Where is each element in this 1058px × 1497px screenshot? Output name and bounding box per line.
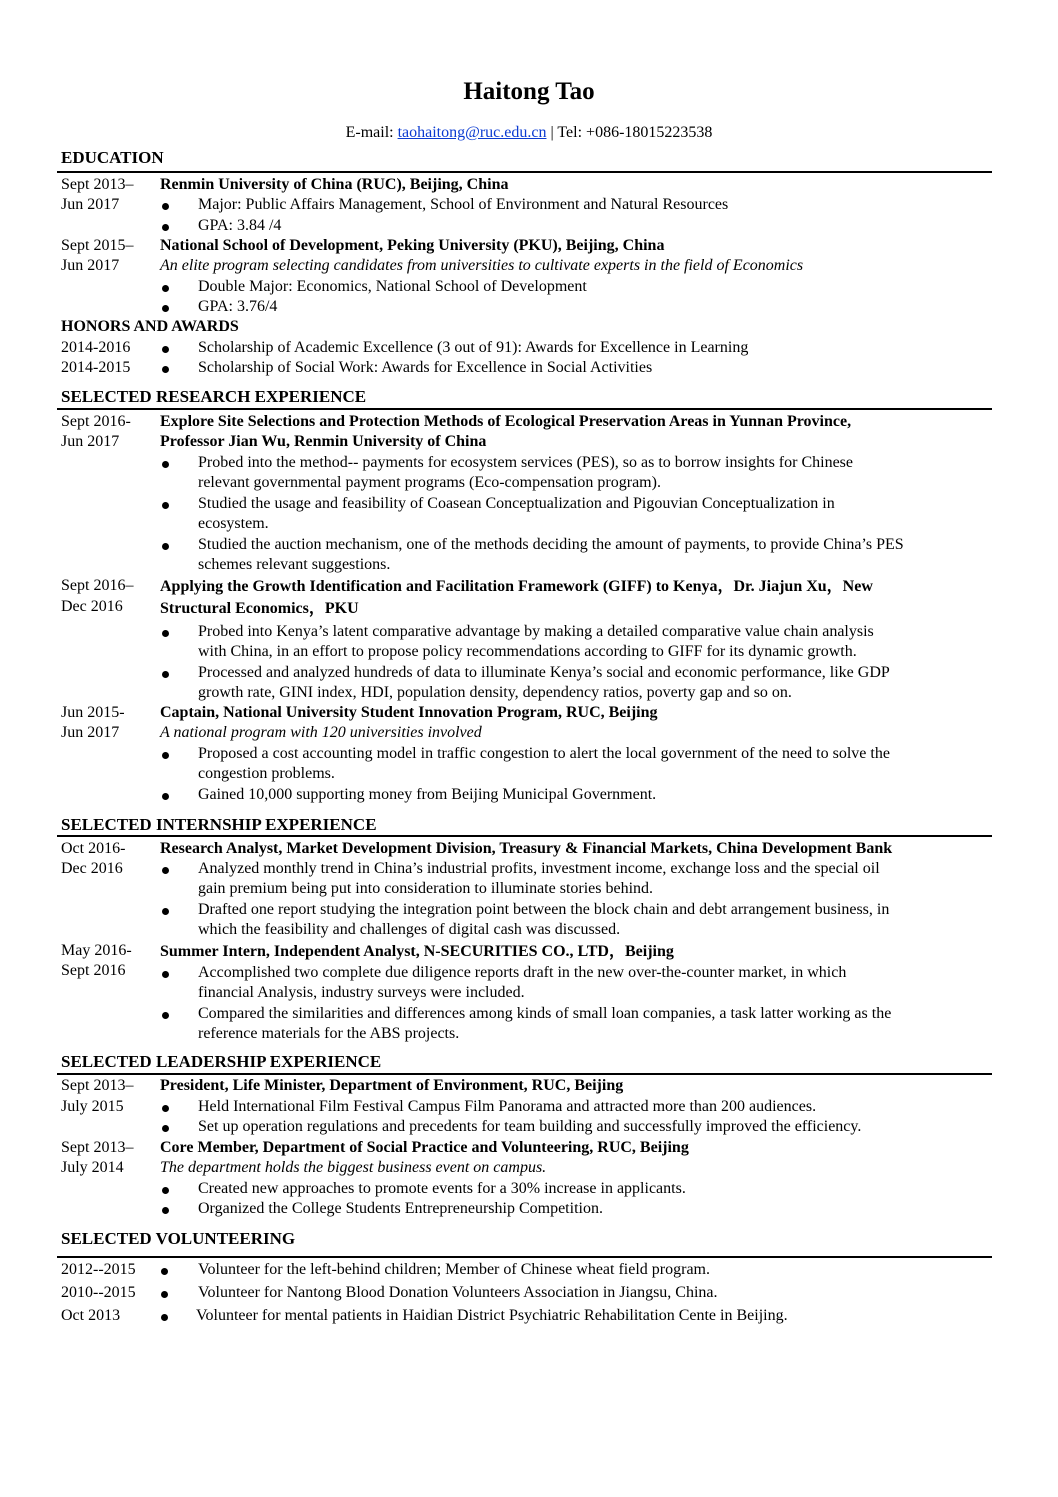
bullet-icon [162, 1125, 169, 1132]
section-heading-leadership: SELECTED LEADERSHIP EXPERIENCE [61, 1052, 382, 1071]
section-heading-honors: HONORS AND AWARDS [61, 318, 239, 335]
section-heading-research: SELECTED RESEARCH EXPERIENCE [61, 387, 367, 406]
bullet-text: Set up operation regulations and precedents for team building and successfully improved the efficiency. [198, 1118, 862, 1135]
bullet-text: congestion problems. [198, 765, 335, 782]
bullet-text: Major: Public Affairs Management, School of Environment and Natural Resources [198, 196, 729, 213]
entry-date: Jun 2017 [61, 433, 120, 450]
entry-date: Jun 2017 [61, 724, 120, 741]
entry-date: Sept 2015– [61, 237, 134, 254]
bullet-text: GPA: 3.76/4 [198, 298, 278, 315]
bullet-text: Accomplished two complete due diligence reports draft in the new over-the-counter market, in which [198, 964, 847, 981]
entry-title: Renmin University of China (RUC), Beijing, China [160, 176, 509, 193]
bullet-text: ecosystem. [198, 515, 269, 532]
entry-date: Jun 2017 [61, 196, 120, 213]
bullet-icon [162, 346, 169, 353]
bullet-text: Studied the auction mechanism, one of the methods deciding the amount of payments, to provide China’s PES [198, 536, 904, 553]
email-label: E-mail: [345, 124, 398, 141]
bullet-text: Scholarship of Academic Excellence (3 out of 91): Awards for Excellence in Learning [198, 339, 749, 356]
entry-title: National School of Development, Peking University (PKU), Beijing, China [160, 237, 665, 254]
bullet-text: Drafted one report studying the integration point between the block chain and debt arrangement business, in [198, 901, 890, 918]
section-divider [57, 1256, 992, 1258]
bullet-text: schemes relevant suggestions. [198, 556, 391, 573]
bullet-text: Processed and analyzed hundreds of data to illuminate Kenya’s social and economic performance, like GDP [198, 664, 890, 681]
entry-date: 2012--2015 [61, 1261, 136, 1278]
entry-date: 2014-2015 [61, 359, 131, 376]
bullet-icon [161, 1314, 168, 1321]
entry-title: Core Member, Department of Social Practice and Volunteering, RUC, Beijing [160, 1139, 689, 1156]
bullet-text: Proposed a cost accounting model in traffic congestion to alert the local government of the need to solve the [198, 745, 890, 762]
entry-date: Sept 2013– [61, 1139, 134, 1156]
entry-date: Sept 2013– [61, 1077, 134, 1094]
bullet-icon [162, 867, 169, 874]
section-heading-education: EDUCATION [61, 148, 164, 167]
entry-title: Research Analyst, Market Development Division, Treasury & Financial Markets, China Development Bank [160, 840, 893, 857]
bullet-icon [162, 366, 169, 373]
bullet-text: Double Major: Economics, National School of Development [198, 278, 587, 295]
bullet-text: with China, in an effort to propose policy recommendations according to GIFF for its dynamic growth. [198, 643, 857, 660]
entry-subtitle: A national program with 120 universities involved [160, 724, 482, 741]
entry-date: Sept 2013– [61, 176, 134, 193]
entry-date: Sept 2016– [61, 577, 134, 594]
bullet-text: relevant governmental payment programs (Eco-compensation program). [198, 474, 661, 491]
bullet-text: Analyzed monthly trend in China’s industrial profits, investment income, exchange loss and the special oil [198, 860, 880, 877]
resume-name: Haitong Tao [463, 78, 595, 105]
bullet-icon [162, 671, 169, 678]
bullet-icon [162, 203, 169, 210]
bullet-icon [161, 1268, 168, 1275]
bullet-text: Gained 10,000 supporting money from Beijing Municipal Government. [198, 786, 657, 803]
bullet-text: Held International Film Festival Campus Film Panorama and attracted more than 200 audiences. [198, 1098, 817, 1115]
entry-subtitle: An elite program selecting candidates from universities to cultivate experts in the field of Economics [160, 257, 804, 274]
entry-title: Structural Economics，PKU [160, 600, 359, 617]
entry-date: Sept 2016- [61, 413, 131, 430]
bullet-icon [162, 752, 169, 759]
entry-title: Captain, National University Student Innovation Program, RUC, Beijing [160, 704, 658, 721]
bullet-text: reference materials for the ABS projects. [198, 1025, 460, 1042]
bullet-icon [162, 630, 169, 637]
entry-date: May 2016- [61, 942, 132, 959]
section-divider [57, 408, 992, 410]
bullet-text: Compared the similarities and differences among kinds of small loan companies, a task latter working as the [198, 1005, 892, 1022]
bullet-text: Scholarship of Social Work: Awards for Excellence in Social Activities [198, 359, 653, 376]
entry-date: Oct 2013 [61, 1307, 121, 1324]
bullet-text: Volunteer for Nantong Blood Donation Volunteers Association in Jiangsu, China. [198, 1284, 718, 1301]
entry-date: 2014-2016 [61, 339, 131, 356]
section-heading-volunteering: SELECTED VOLUNTEERING [61, 1229, 296, 1248]
entry-date: Dec 2016 [61, 598, 123, 615]
entry-date: July 2014 [61, 1159, 124, 1176]
bullet-icon [162, 543, 169, 550]
bullet-text: financial Analysis, industry surveys were included. [198, 984, 525, 1001]
bullet-text: which the feasibility and challenges of digital cash was discussed. [198, 921, 621, 938]
entry-title: Applying the Growth Identification and Facilitation Framework (GIFF) to Kenya，Dr. Jiajun Xu，New [160, 578, 873, 595]
bullet-text: growth rate, GINI index, HDI, population density, dependency ratios, poverty gap and so on. [198, 684, 792, 701]
bullet-icon [162, 793, 169, 800]
bullet-icon [162, 1012, 169, 1019]
phone-text: | Tel: +086-18015223538 [546, 124, 713, 141]
bullet-icon [161, 1291, 168, 1298]
bullet-icon [162, 461, 169, 468]
bullet-text: Studied the usage and feasibility of Coasean Conceptualization and Pigouvian Conceptualization in [198, 495, 835, 512]
email-link[interactable]: taohaitong@ruc.edu.cn [397, 124, 547, 141]
bullet-text: Volunteer for mental patients in Haidian District Psychiatric Rehabilitation Cente in Beijing. [196, 1307, 788, 1324]
bullet-text: Probed into Kenya’s latent comparative advantage by making a detailed comparative value chain analysis [198, 623, 874, 640]
bullet-icon [162, 1105, 169, 1112]
bullet-text: gain premium being put into consideration to illuminate stories behind. [198, 880, 654, 897]
entry-date: Jun 2017 [61, 257, 120, 274]
entry-date: Dec 2016 [61, 860, 123, 877]
bullet-icon [162, 971, 169, 978]
entry-title: President, Life Minister, Department of Environment, RUC, Beijing [160, 1077, 624, 1094]
bullet-icon [162, 502, 169, 509]
section-divider [57, 835, 992, 837]
bullet-text: Created new approaches to promote events for a 30% increase in applicants. [198, 1180, 686, 1197]
bullet-icon [162, 285, 169, 292]
entry-date: July 2015 [61, 1098, 124, 1115]
entry-date: Oct 2016- [61, 840, 126, 857]
entry-date: Sept 2016 [61, 962, 126, 979]
section-heading-internship: SELECTED INTERNSHIP EXPERIENCE [61, 815, 377, 834]
entry-title: Professor Jian Wu, Renmin University of China [160, 433, 487, 450]
bullet-text: Organized the College Students Entrepreneurship Competition. [198, 1200, 603, 1217]
bullet-icon [162, 305, 169, 312]
section-divider [57, 171, 992, 173]
bullet-icon [162, 1207, 169, 1214]
entry-title: Explore Site Selections and Protection Methods of Ecological Preservation Areas in Yunnan Province, [160, 413, 852, 430]
bullet-text: Volunteer for the left-behind children; Member of Chinese wheat field program. [198, 1261, 710, 1278]
bullet-icon [162, 1187, 169, 1194]
bullet-text: Probed into the method-- payments for ecosystem services (PES), so as to borrow insights for Chinese [198, 454, 853, 471]
entry-title: Summer Intern, Independent Analyst, N-SECURITIES CO., LTD，Beijing [160, 943, 674, 960]
section-divider [57, 1073, 992, 1075]
bullet-icon [162, 908, 169, 915]
entry-subtitle: The department holds the biggest business event on campus. [160, 1159, 547, 1176]
bullet-icon [162, 224, 169, 231]
entry-date: Jun 2015- [61, 704, 125, 721]
entry-date: 2010--2015 [61, 1284, 136, 1301]
contact-line [0, 124, 1058, 142]
bullet-text: GPA: 3.84 /4 [198, 217, 282, 234]
